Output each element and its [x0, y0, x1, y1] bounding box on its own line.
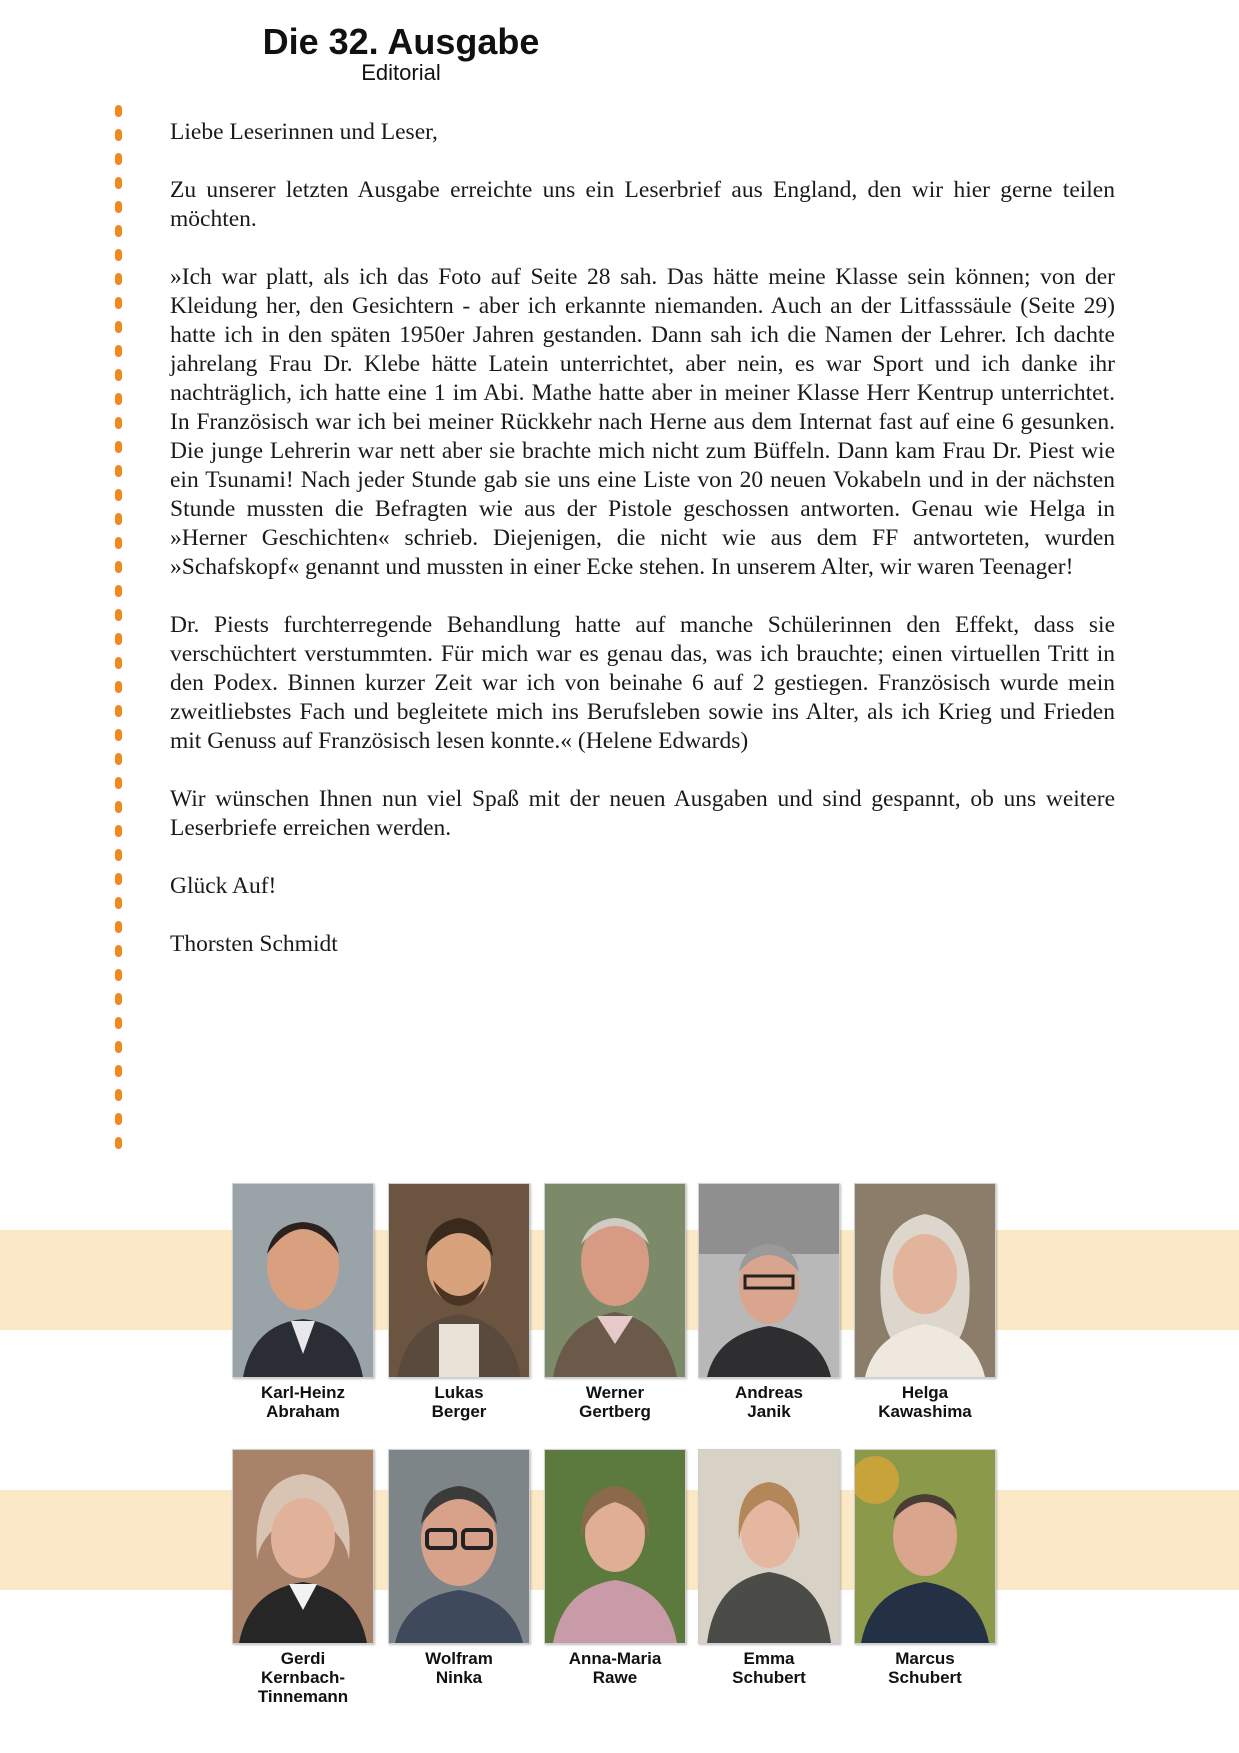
divider-dot: [115, 1041, 122, 1053]
divider-dot: [115, 681, 122, 693]
divider-dot: [115, 753, 122, 765]
portrait-photo: [232, 1183, 374, 1378]
divider-dot: [115, 729, 122, 741]
divider-dot: [115, 225, 122, 237]
member-last-name: Rawe: [592, 1668, 638, 1687]
divider-dot: [115, 321, 122, 333]
divider-dot: [115, 177, 122, 189]
editorial-letter: [170, 118, 1115, 988]
portrait-photo: [854, 1449, 996, 1644]
member-first-name: Andreas: [734, 1383, 804, 1402]
divider-dot: [115, 561, 122, 573]
divider-dot: [115, 153, 122, 165]
member-name: [388, 1383, 530, 1421]
letter-paragraph: »Ich war platt, als ich das Foto auf Seite 28 sah. Das hätte meine Klasse sein können; von der Kleidung her, den Gesichtern - aber ich erkannte niemanden. Auch an der Litfasssäule (Seite 29) hatte ich in den späten 1950er Jahren gestanden. Dann sah ich die Namen der Lehrer. Ich dachte jahrelang Frau Dr. Klebe hätte Latein unterrichtet, aber nein, es war Sport und ich danke ihr nachträglich, ich hatte eine 1 im Abi. Mathe hatte aber in meiner Klasse Herr Kentrup unterrichtet. In Französisch war ich bei meiner Rückkehr nach Herne aus dem Internat fast auf eine 6 gesunken. Die junge Lehrerin war nett aber sie brachte mich nicht zum Büffeln. Dann kam Frau Dr. Piest wie ein Tsunami! Nach jeder Stunde gab sie uns eine Liste von 20 neuen Vokabeln und in der nächsten Stunde mussten die Befragten wie aus der Pistole geschossen antworten. Genau wie Helga in »Herner Geschichten« schrieb. Diejenigen, die nicht wie aus dem FF antworteten, wurden »Schafskopf« genannt und mussten in einer Ecke stehen. In unserem Alter, wir waren Teenager!: [170, 264, 1115, 580]
divider-dot: [115, 1113, 122, 1125]
divider-dot: [115, 441, 122, 453]
page-subtitle: Editorial: [361, 60, 441, 85]
divider-dot: [115, 393, 122, 405]
portrait-photo: [544, 1449, 686, 1644]
portrait-photo: [388, 1183, 530, 1378]
member-name: [544, 1383, 686, 1421]
divider-dot: [115, 201, 122, 213]
member-last-name: Ninka: [435, 1668, 483, 1687]
divider-dot: [115, 801, 122, 813]
member-name: [232, 1649, 374, 1706]
member-first-name: Helga: [901, 1383, 949, 1402]
member-name: [854, 1383, 996, 1421]
divider-dot: [115, 777, 122, 789]
member-name: [388, 1649, 530, 1687]
letter-salutation: Liebe Leserinnen und Leser,: [170, 119, 438, 145]
divider-dot: [115, 345, 122, 357]
member-first-name: Werner: [585, 1383, 645, 1402]
divider-dot: [115, 465, 122, 477]
member-last-name: Kawashima: [878, 1402, 972, 1421]
divider-dot: [115, 993, 122, 1005]
member-name: [698, 1649, 840, 1687]
portrait-photo: [854, 1183, 996, 1378]
member-first-name: Wolfram: [425, 1649, 493, 1668]
member-last-name: Berger: [431, 1402, 487, 1421]
portrait-photo: [388, 1449, 530, 1644]
divider-dot: [115, 849, 122, 861]
divider-dot: [115, 105, 122, 117]
team-member: [388, 1183, 530, 1421]
letter-paragraph: Zu unserer letzten Ausgabe erreichte uns ein Leserbrief aus England, den wir hier gerne teilen möchten.: [170, 177, 1115, 232]
divider-dot: [115, 585, 122, 597]
divider-dot: [115, 825, 122, 837]
divider-dot: [115, 633, 122, 645]
divider-dot: [115, 897, 122, 909]
member-first-name: Gerdi: [280, 1649, 326, 1668]
letter-paragraph: Wir wünschen Ihnen nun viel Spaß mit der neuen Ausgaben und sind gespannt, ob uns weitere Leserbriefe erreichen werden.: [170, 786, 1115, 841]
team-member: [698, 1449, 840, 1687]
member-name: [544, 1649, 686, 1687]
member-first-name: Anna-Maria: [568, 1649, 662, 1668]
divider-dot: [115, 969, 122, 981]
portrait-photo: [232, 1449, 374, 1644]
member-first-name: Emma: [743, 1649, 795, 1668]
member-last-name: Schubert: [732, 1668, 806, 1687]
divider-dot: [115, 1137, 122, 1149]
divider-dot: [115, 369, 122, 381]
divider-dot: [115, 513, 122, 525]
letter-paragraph: Dr. Piests furchterregende Behandlung hatte auf manche Schülerinnen den Effekt, dass sie verschüchtert verstummten. Für mich war es genau das, was ich brauchte; einen virtuellen Tritt in den Podex. Binnen kurzer Zeit war ich von beinahe 6 auf 2 gestiegen. Französisch wurde mein zweitliebstes Fach und begleitete mich ins Berufsleben sowie ins Alter, als ich Krieg und Frieden mit Genuss auf Französisch lesen konnte.« (Helene Edwards): [170, 612, 1115, 754]
team-member: [698, 1183, 840, 1421]
portrait-photo: [698, 1183, 840, 1378]
member-first-name: Marcus: [895, 1649, 955, 1668]
team-member: [232, 1183, 374, 1421]
team-grid: [230, 1183, 1010, 1706]
divider-dot: [115, 705, 122, 717]
portrait-photo: [544, 1183, 686, 1378]
divider-dot: [115, 417, 122, 429]
divider-dot: [115, 1065, 122, 1077]
member-last-name: Schubert: [888, 1668, 962, 1687]
member-last-name-continued: Tinnemann: [257, 1687, 349, 1706]
letter-closing: Glück Auf!: [170, 873, 277, 899]
divider-dot: [115, 489, 122, 501]
page-header: [256, 22, 546, 84]
team-member: [544, 1183, 686, 1421]
divider-dot: [115, 297, 122, 309]
member-last-name: Kernbach-: [260, 1668, 346, 1687]
divider-dot: [115, 657, 122, 669]
dotted-divider: [115, 105, 127, 1161]
divider-dot: [115, 873, 122, 885]
divider-dot: [115, 129, 122, 141]
member-first-name: Lukas: [434, 1383, 484, 1402]
divider-dot: [115, 609, 122, 621]
divider-dot: [115, 1017, 122, 1029]
team-member: [388, 1449, 530, 1687]
team-member: [854, 1449, 996, 1687]
member-first-name: Karl-Heinz: [260, 1383, 346, 1402]
divider-dot: [115, 273, 122, 285]
team-member: [232, 1449, 374, 1706]
divider-dot: [115, 1089, 122, 1101]
team-member: [854, 1183, 996, 1421]
member-name: [698, 1383, 840, 1421]
member-name: [854, 1649, 996, 1687]
letter-signature: Thorsten Schmidt: [170, 931, 338, 957]
member-last-name: Abraham: [266, 1402, 340, 1421]
divider-dot: [115, 249, 122, 261]
portrait-photo: [698, 1449, 840, 1644]
divider-dot: [115, 921, 122, 933]
member-last-name: Gertberg: [579, 1402, 651, 1421]
member-name: [232, 1383, 374, 1421]
divider-dot: [115, 537, 122, 549]
page-title: Die 32. Ausgabe: [262, 21, 540, 62]
member-last-name: Janik: [747, 1402, 791, 1421]
divider-dot: [115, 945, 122, 957]
team-member: [544, 1449, 686, 1687]
